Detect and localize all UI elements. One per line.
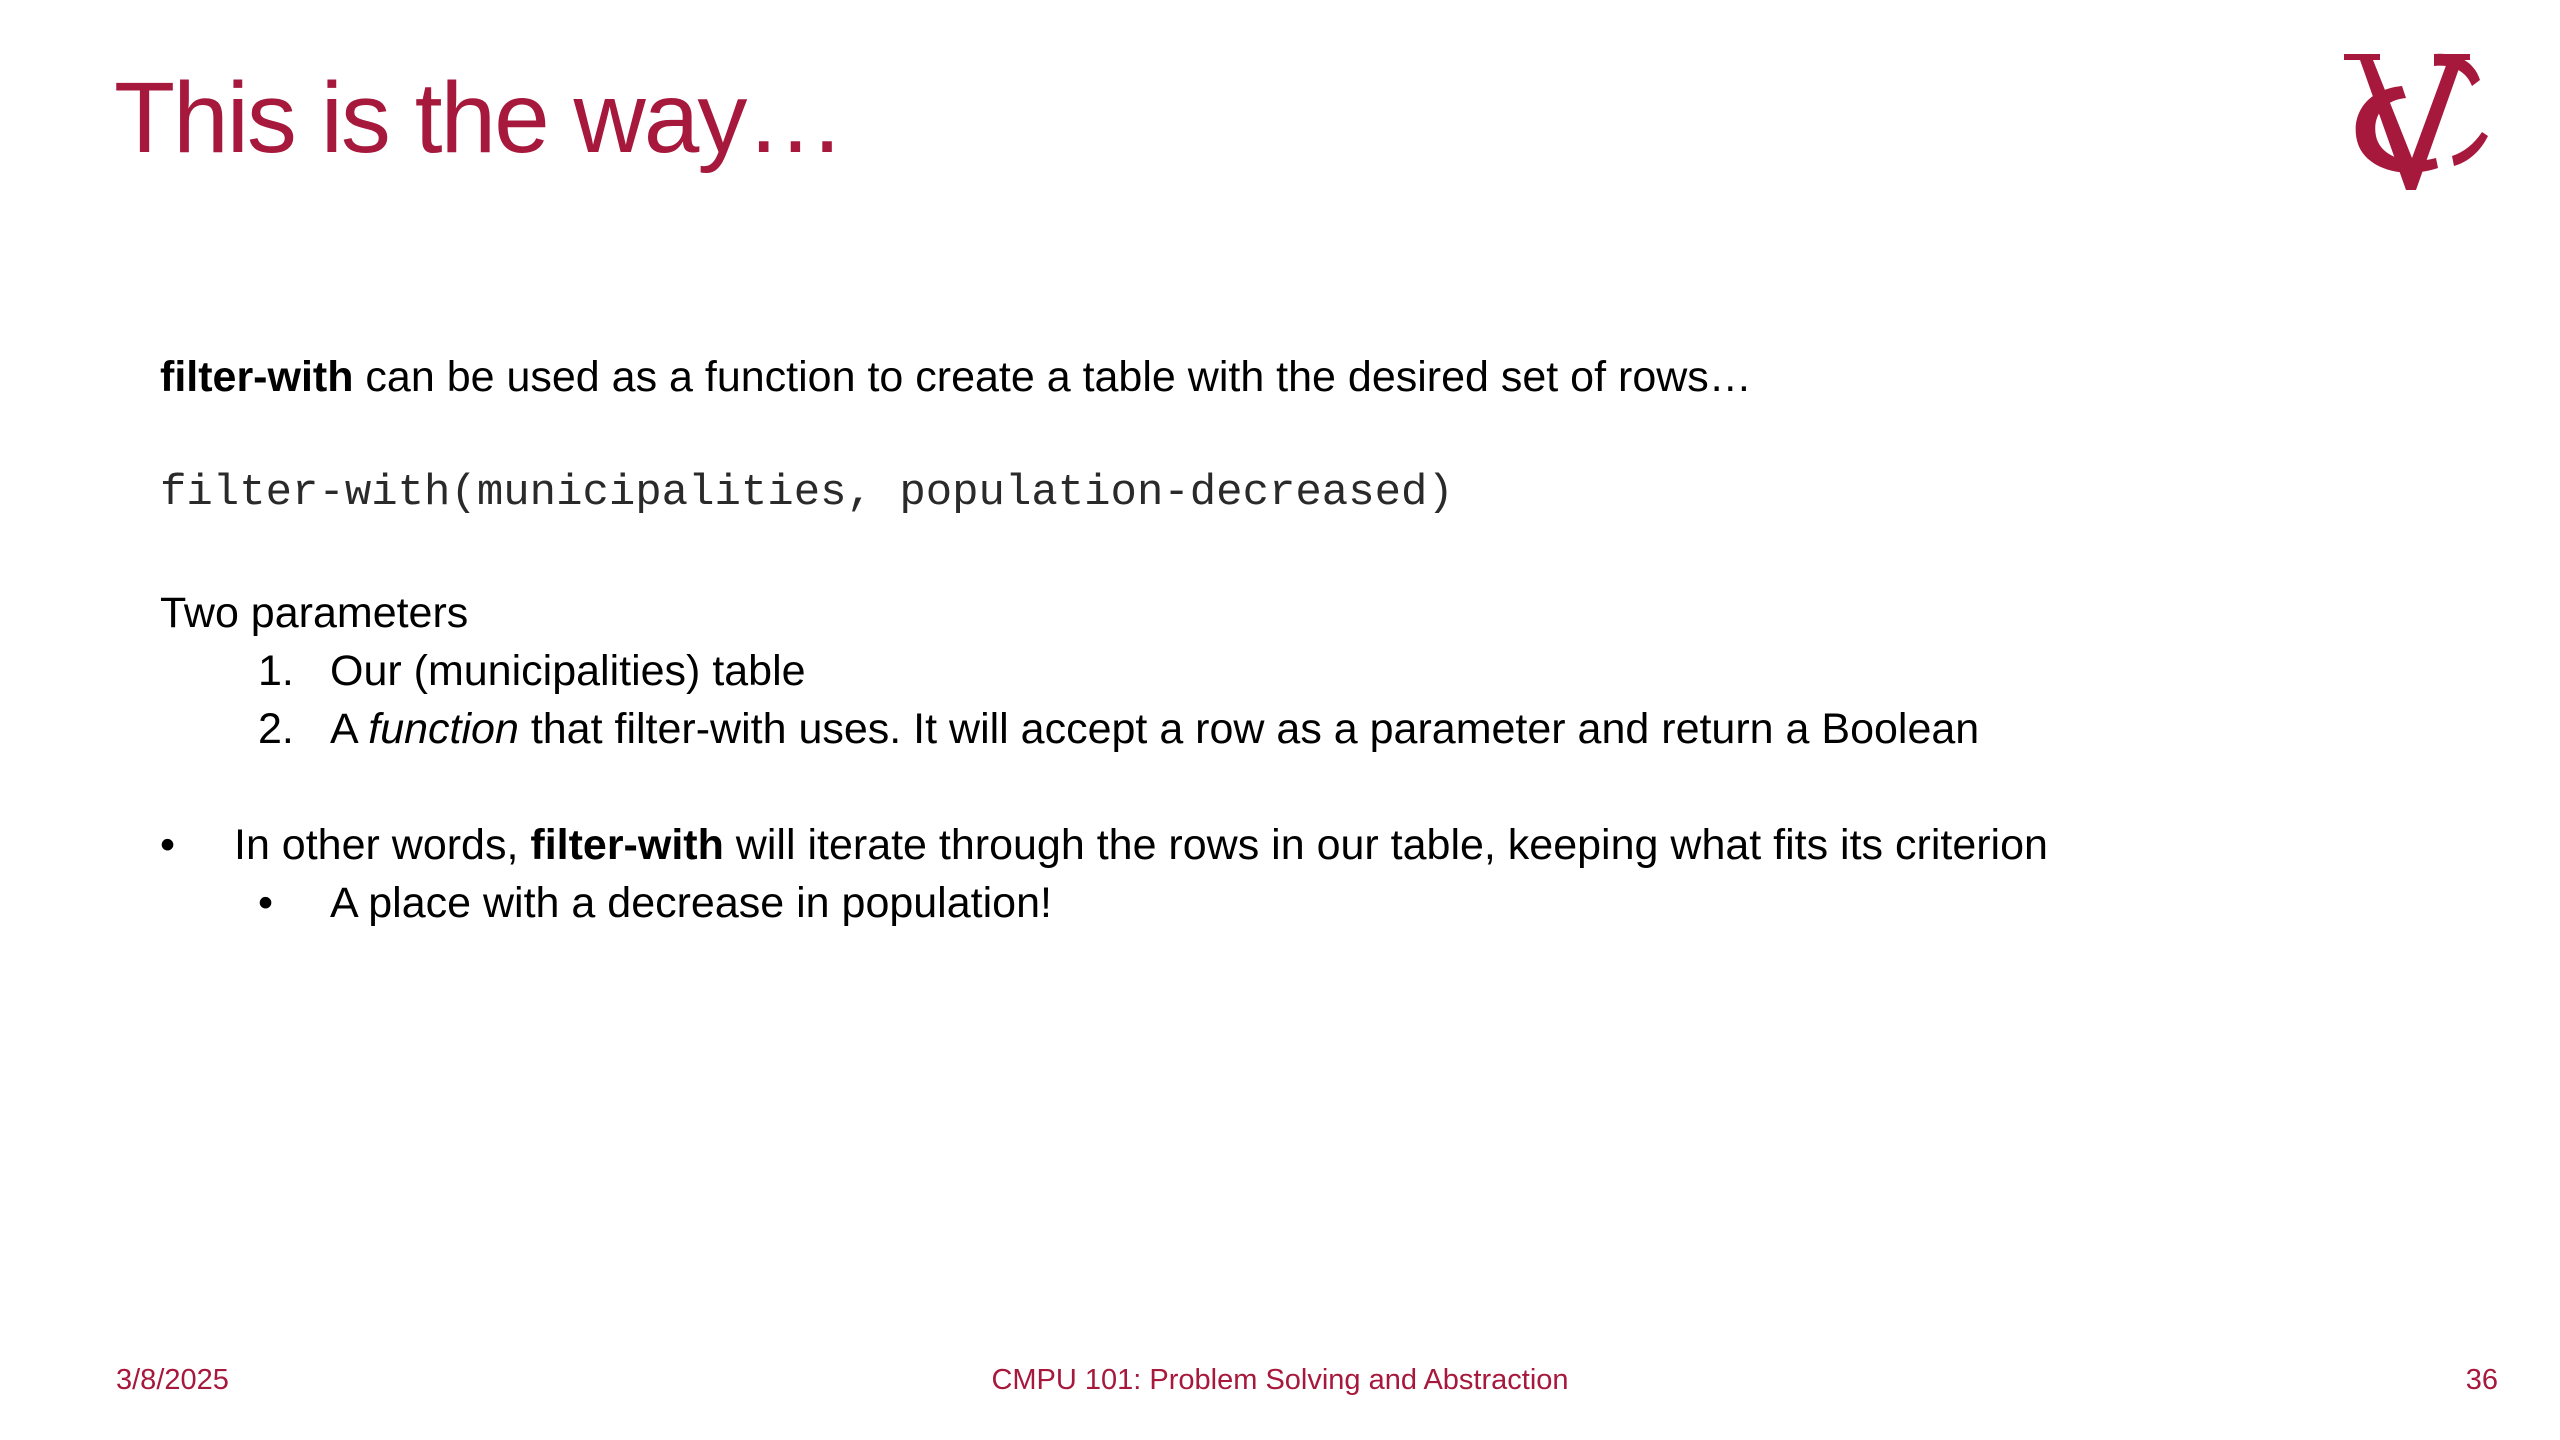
sub-bullet-text: A place with a decrease in population! — [330, 879, 1052, 927]
param-suffix: that filter-with uses. It will accept a row as a parameter and return a Boolean — [518, 705, 1980, 753]
bullet-prefix: In other words, — [234, 821, 531, 869]
intro-line — [160, 348, 1752, 406]
params-heading: Two parameters — [160, 589, 469, 637]
footer-page-number: 36 — [2465, 1364, 2498, 1396]
function-emphasis: function — [368, 705, 519, 753]
sub-bullet-marker: • — [258, 879, 274, 927]
param-number: 2. — [258, 705, 294, 753]
param-prefix: A — [330, 705, 369, 753]
param-text — [330, 700, 1979, 758]
bullet-marker: • — [160, 821, 176, 869]
code-example: filter-with(municipalities, population-decreased) — [160, 468, 1454, 518]
param-text: Our (municipalities) table — [330, 647, 806, 695]
param-number: 1. — [258, 647, 294, 695]
footer-date: 3/8/2025 — [116, 1364, 229, 1396]
footer-course: CMPU 101: Problem Solving and Abstraction — [991, 1364, 1569, 1396]
bullet-text — [234, 816, 2048, 874]
slide-title: This is the way… — [114, 62, 844, 174]
vassar-logo-icon — [2340, 46, 2490, 196]
bullet-suffix: will iterate through the rows in our table, keeping what fits its criterion — [723, 821, 2048, 869]
filter-with-keyword: filter-with — [160, 353, 354, 401]
intro-text: can be used as a function to create a table with the desired set of rows… — [353, 353, 1752, 401]
filter-with-keyword: filter-with — [530, 821, 724, 869]
